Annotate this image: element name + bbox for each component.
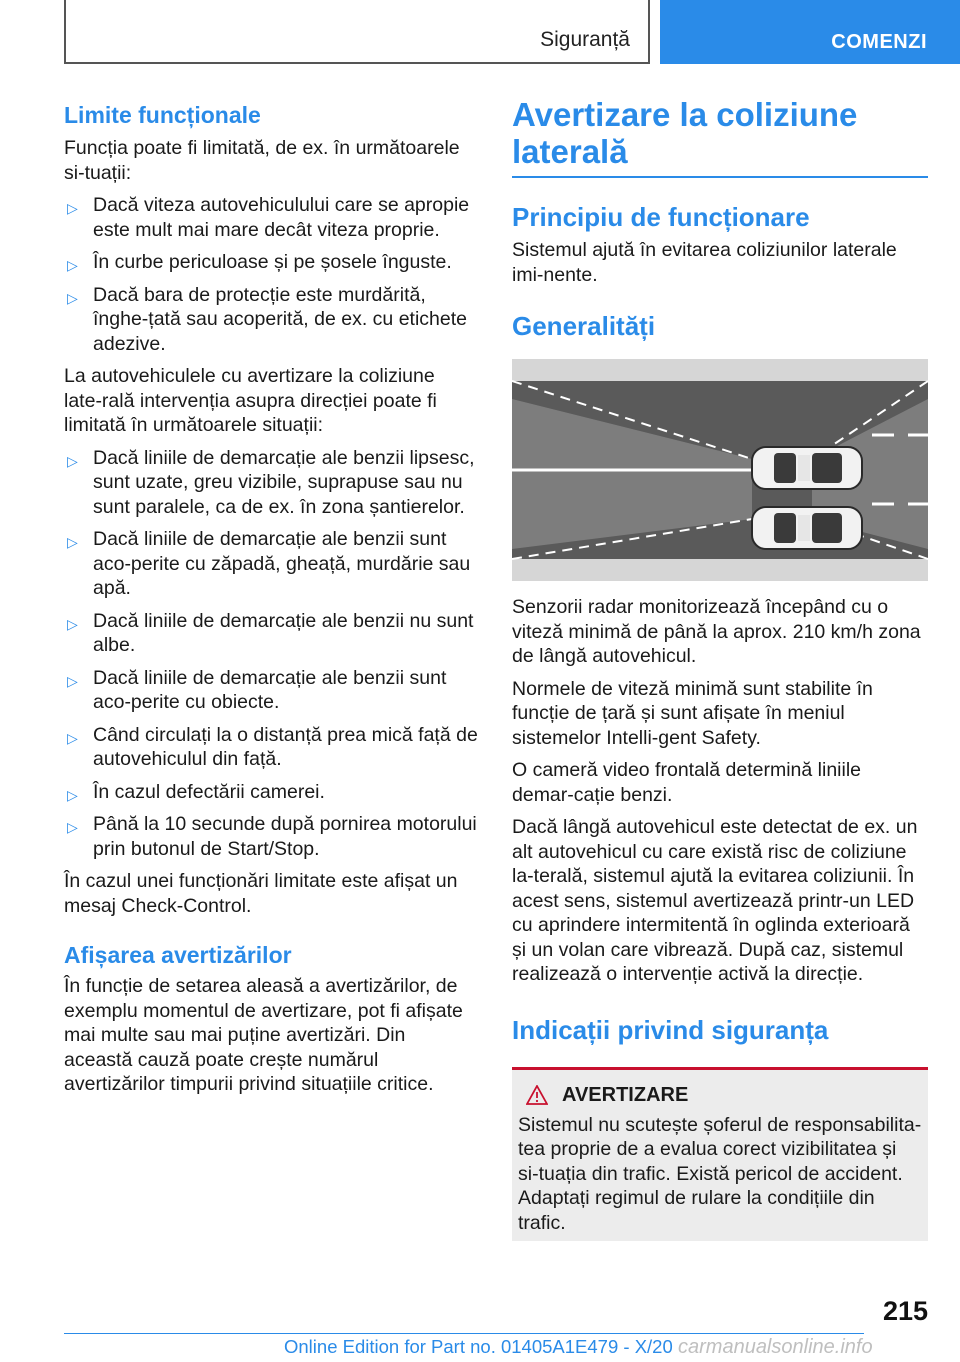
list-item: ▷ Dacă viteza autovehiculului care se apropie este mult mai mare decât viteza proprie. bbox=[67, 194, 470, 241]
list-item: ▷ Dacă liniile de demarcație ale benzii sunt aco-perite cu obiecte. bbox=[67, 666, 447, 713]
collision-assist-text: Dacă lângă autovehicul este detectat de ex. un alt autovehicul cu care există risc de coliziune la-terală, sistemul ajută la evitarea coliziunii. În acest sens, sistemul avertizează printr-un LED cu aprindere intermitentă în oglinda exterioară și un volan care vibrează. După caz, sistemul realizează o intervenție activă la direcție. bbox=[512, 816, 918, 985]
header-section-title: Siguranță bbox=[540, 28, 630, 51]
warning-block bbox=[512, 1067, 928, 1242]
warning-header bbox=[526, 1084, 922, 1107]
warning-title: AVERTIZARE bbox=[562, 1083, 689, 1106]
triangle-bullet-icon: ▷ bbox=[67, 452, 78, 469]
speed-norms-text: Normele de viteză minimă sunt stabilite în funcție de țară și sunt afișate în meniul sistemelor Intelli-gent Safety. bbox=[512, 677, 873, 749]
check-control-paragraph: În cazul unei funcționări limitate este afișat un mesaj Check-Control. bbox=[64, 870, 458, 917]
watermark: carmanualsonline.info bbox=[678, 1336, 873, 1358]
left-column bbox=[64, 96, 478, 1097]
steering-limits-list bbox=[64, 446, 478, 862]
camera-text: O cameră video frontală determină liniile demar-cație benzi. bbox=[512, 759, 862, 806]
triangle-bullet-icon: ▷ bbox=[67, 200, 78, 216]
list-item: ▷ În curbe periculoase și pe șosele înguste. bbox=[64, 250, 478, 275]
footer-rule bbox=[64, 1333, 864, 1334]
radar-sensors-text: Senzorii radar monitorizează începând cu o viteză minimă de până la aprox. 210 km/h zona de lângă autovehicul. bbox=[512, 596, 921, 667]
list-item: ▷ Dacă liniile de demarcație ale benzii lipsesc, sunt uzate, greu vizibile, suprapuse sau nu sunt paralele, ca de ex. în zona șantierelor. bbox=[67, 446, 475, 518]
right-column bbox=[512, 96, 928, 1241]
footer-edition-text: Online Edition for Part no. 01405A1E479 - X/20 bbox=[284, 1336, 673, 1357]
list-item: ▷ Dacă liniile de demarcație ale benzii sunt aco-perite cu zăpadă, gheață, murdărie sau apă. bbox=[67, 528, 471, 599]
triangle-bullet-icon: ▷ bbox=[67, 615, 78, 632]
triangle-bullet-icon: ▷ bbox=[67, 786, 78, 803]
warning-triangle-icon bbox=[526, 1085, 548, 1105]
side-collision-diagram bbox=[512, 359, 928, 581]
list-item: ▷ Până la 10 secunde după pornirea motorului prin butonul de Start/Stop. bbox=[67, 813, 477, 860]
list-item: ▷ Dacă liniile de demarcație ale benzii nu sunt albe. bbox=[67, 609, 474, 656]
triangle-bullet-icon: ▷ bbox=[67, 289, 78, 306]
warning-box bbox=[512, 1070, 928, 1242]
warning-display-paragraph: În funcție de setarea aleasă a avertizărilor, de exemplu momentul de avertizare, pot fi afișate mai multe sau mai puține avertizări. Din această cauză poate crește numărul avertizărilor timpurii privind situațiile critice. bbox=[64, 975, 463, 1095]
triangle-bullet-icon: ▷ bbox=[67, 257, 78, 273]
car-upper bbox=[752, 447, 862, 489]
chapter-title-side-collision: Avertizare la coliziune laterală bbox=[512, 96, 928, 178]
header-section-box bbox=[64, 0, 650, 64]
limits-list bbox=[64, 193, 478, 356]
radar-zones-illustration bbox=[512, 359, 928, 581]
section-title-warning-display: Afișarea avertizărilor bbox=[64, 942, 292, 968]
triangle-bullet-icon: ▷ bbox=[67, 819, 78, 835]
section-title-functional-limits: Limite funcționale bbox=[64, 102, 261, 128]
subtitle-general: Generalități bbox=[512, 311, 656, 341]
header-chapter-label: COMENZI bbox=[831, 31, 927, 53]
car-lower bbox=[752, 507, 862, 549]
list-item: ▷ Când circulați la o distanță prea mică față de autovehiculul din față. bbox=[67, 723, 478, 770]
page-number: 215 bbox=[882, 1296, 928, 1326]
triangle-bullet-icon: ▷ bbox=[67, 534, 78, 550]
header-chapter-tab[interactable] bbox=[660, 0, 960, 64]
triangle-bullet-icon: ▷ bbox=[67, 672, 78, 689]
list-item: ▷ În cazul defectării camerei. bbox=[64, 780, 478, 805]
subtitle-safety-notes: Indicații privind siguranța bbox=[512, 1014, 829, 1045]
subtitle-operating-principle: Principiu de funcționare bbox=[512, 202, 810, 232]
steering-limits-paragraph: La autovehiculele cu avertizare la coliziune late-rală intervenția asupra direcției poate fi limitată în următoarele situații: bbox=[64, 365, 437, 436]
functional-limits-intro: Funcția poate fi limitată, de ex. în următoarele si-tuații: bbox=[64, 137, 460, 184]
warning-text: Sistemul nu scutește șoferul de responsabilita-tea proprie de a evalua corect vizibilitatea și si-tuația din trafic. Există pericol de accident. Adaptați regimul de rulare la condițiile din trafic. bbox=[518, 1113, 922, 1234]
triangle-bullet-icon: ▷ bbox=[67, 729, 78, 746]
operating-principle-text: Sistemul ajută în evitarea coliziunilor laterale imi-nente. bbox=[512, 239, 897, 286]
list-item: ▷ Dacă bara de protecție este murdărită, înghe-țată sau acoperită, de ex. cu etichete adezive. bbox=[67, 283, 467, 355]
